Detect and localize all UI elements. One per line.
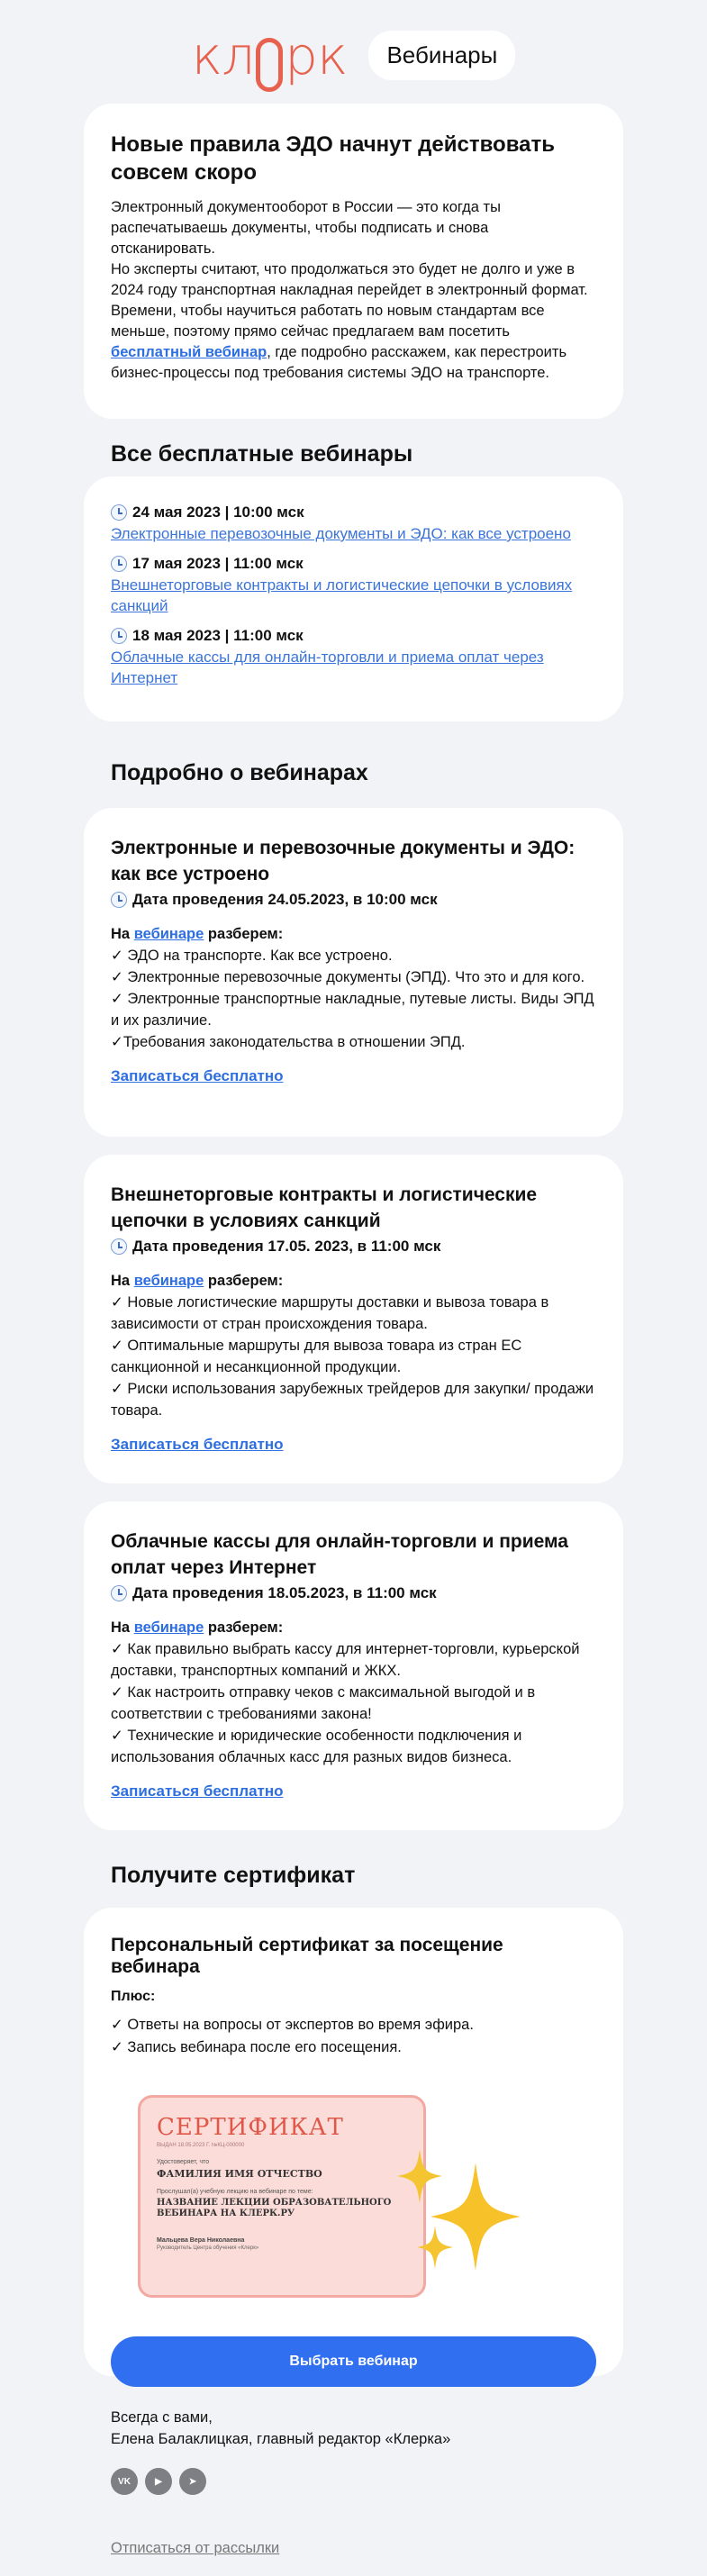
point: ✓ Как правильно выбрать кассу для интернет-торговли, курьерской доставки, транспортных компаний и ЖКХ.	[111, 1641, 580, 1679]
certificate-points	[111, 2014, 596, 2059]
webinar-points	[111, 1270, 596, 1421]
clock-icon	[111, 1585, 127, 1601]
webinar-link[interactable]: Облачные кассы для онлайн-торговли и приема оплат через Интернет	[111, 649, 544, 686]
clock-icon	[111, 1238, 127, 1255]
free-webinar-link[interactable]: бесплатный вебинар	[111, 344, 267, 360]
signup-link[interactable]: Записаться бесплатно	[111, 1782, 284, 1800]
youtube-icon[interactable]: ▶	[145, 2468, 172, 2495]
intro-card	[84, 104, 623, 419]
header	[0, 0, 707, 104]
clock-icon	[111, 628, 127, 644]
webinar-when: 17 мая 2023 | 11:00 мск	[132, 555, 304, 572]
webinar-when: 24 мая 2023 | 10:00 мск	[132, 503, 304, 521]
telegram-icon[interactable]: ➤	[179, 2468, 206, 2495]
webinar-points	[111, 1617, 596, 1768]
lead-after: разберем:	[204, 926, 284, 942]
signature-line1: Всегда с вами,	[111, 2409, 213, 2426]
certificate-signer: Мальцева Вера Николаевна	[157, 2237, 245, 2244]
webinar-title: Облачные кассы для онлайн-торговли и приема оплат через Интернет	[111, 1531, 568, 1578]
webinar-card	[84, 1155, 623, 1483]
point: ✓ Технические и юридические особенности подключения и использования облачных касс для разных видов бизнеса.	[111, 1728, 522, 1765]
lead-after: разберем:	[204, 1619, 284, 1636]
intro-p1: Электронный документооборот в России — это когда ты распечатываешь документы, чтобы подписать и снова отсканировать.	[111, 199, 501, 257]
clock-icon	[111, 504, 127, 521]
point: ✓ ЭДО на транспорте. Как все устроено.	[111, 948, 393, 964]
webinar-title: Электронные и перевозочные документы и ЭДО: как все устроено	[111, 838, 576, 884]
point: ✓ Оптимальные маршруты для вывоза товара из стран ЕС санкционной и несанкционной продукции.	[111, 1338, 522, 1375]
signature	[111, 2407, 596, 2450]
certificate-heading: СЕРТИФИКАТ	[157, 2114, 344, 2141]
lead-before: На	[111, 926, 134, 942]
certificate-title: Персональный сертификат за посещение вебинара	[111, 1935, 503, 1977]
clock-icon	[111, 892, 127, 908]
webinar-when: 18 мая 2023 | 11:00 мск	[132, 627, 304, 644]
webinar-link[interactable]: Электронные перевозочные документы и ЭДО: как все устроено	[111, 525, 571, 542]
certificate-signer-role: Руководитель Центра обучения «Клерк»	[157, 2245, 259, 2251]
webinar-inline-link[interactable]: вебинаре	[133, 926, 204, 942]
list-item	[111, 625, 596, 688]
klerk-logo[interactable]	[192, 25, 348, 86]
lead-before: На	[111, 1273, 134, 1289]
point: ✓ Как настроить отправку чеков с максимальной выгодой и в соответствии с требованиями закона!	[111, 1684, 536, 1722]
vk-icon[interactable]: VK	[111, 2468, 138, 2495]
all-webinars-title: Все бесплатные вебинары	[111, 441, 413, 467]
point: ✓ Электронные транспортные накладные, путевые листы. Виды ЭПД и их различие.	[111, 991, 594, 1029]
certificate-section-title: Получите сертификат	[111, 1863, 356, 1888]
point: ✓ Новые логистические маршруты доставки и вывоза товара в зависимости от стран происхождения товара.	[111, 1294, 549, 1332]
intro-p2: Но эксперты считают, что продолжаться это будет не долго и уже в 2024 году транспортная накладная перейдет в электронный формат. Времени, чтобы научиться работать по новым стандартам все меньше, поэтому прямо сейчас предлагаем вам посетить	[111, 261, 588, 340]
signup-link[interactable]: Записаться бесплатно	[111, 1067, 284, 1084]
webinar-date: Дата проведения 24.05.2023, в 10:00 мск	[132, 891, 438, 908]
webinar-title: Внешнеторговые контракты и логистические цепочки в условиях санкций	[111, 1184, 538, 1231]
certificate-card	[84, 1908, 623, 2376]
webinar-date: Дата проведения 17.05. 2023, в 11:00 мск	[132, 1238, 441, 1255]
intro-paragraph	[111, 197, 596, 384]
unsubscribe-link[interactable]: Отписаться от рассылки	[111, 2540, 280, 2556]
webinar-inline-link[interactable]: вебинаре	[133, 1273, 204, 1289]
point: ✓ Запись вебинара после его посещения.	[111, 2039, 402, 2055]
point: ✓ Риски использования зарубежных трейдеров для закупки/ продажи товара.	[111, 1381, 594, 1419]
certificate-issued: ВЫДАН 18.05.2023 Г. №КЦ-000000	[157, 2143, 245, 2148]
intro-p3: , где подробно расскажем, как перестроить бизнес-процессы под требования системы ЭДО на транспорте.	[111, 344, 567, 381]
paperclip-icon	[256, 38, 283, 92]
webinar-card	[84, 1501, 623, 1830]
all-webinars-card	[84, 476, 623, 721]
list-item	[111, 553, 596, 616]
certificate-attended: Прослушал(а) учебную лекцию на вебинаре по теме:	[157, 2189, 313, 2195]
lead-after: разберем:	[204, 1273, 284, 1289]
webinar-link[interactable]: Внешнеторговые контракты и логистические цепочки в условиях санкций	[111, 576, 573, 614]
webinars-pill[interactable]: Вебинары	[368, 31, 515, 80]
webinar-card	[84, 808, 623, 1137]
signup-link[interactable]: Записаться бесплатно	[111, 1436, 284, 1453]
certificate-lecture: НАЗВАНИЕ ЛЕКЦИИ ОБРАЗОВАТЕЛЬНОГО ВЕБИНАРА НА КЛЕРК.РУ	[157, 2198, 392, 2218]
certificate-image	[111, 2077, 596, 2320]
intro-title: Новые правила ЭДО начнут действовать совсем скоро	[111, 132, 556, 185]
webinar-inline-link[interactable]: вебинаре	[133, 1619, 204, 1636]
choose-webinar-button[interactable]: Выбрать вебинар	[111, 2336, 596, 2387]
certificate-paper	[138, 2095, 426, 2298]
logo-text-left: кл	[191, 24, 255, 86]
sparkle-icon	[417, 2226, 453, 2269]
plus-label: Плюс:	[111, 1989, 156, 2004]
signature-line2: Елена Балаклицкая, главный редактор «Клерка»	[111, 2431, 451, 2447]
webinar-points	[111, 923, 596, 1053]
certificate-confirms: Удостоверяет, что	[157, 2159, 210, 2165]
point: ✓ Электронные перевозочные документы (ЭПД). Что это и для кого.	[111, 969, 585, 985]
details-title: Подробно о вебинарах	[111, 760, 368, 785]
certificate-name: ФАМИЛИЯ ИМЯ ОТЧЕСТВО	[157, 2168, 322, 2180]
point: ✓ Ответы на вопросы от экспертов во время эфира.	[111, 2017, 474, 2033]
logo-text-right: рк	[285, 24, 348, 86]
social-links	[111, 2468, 707, 2495]
webinar-date: Дата проведения 18.05.2023, в 11:00 мск	[132, 1584, 437, 1601]
list-item	[111, 502, 596, 544]
lead-before: На	[111, 1619, 134, 1636]
clock-icon	[111, 556, 127, 572]
point: ✓Требования законодательства в отношении ЭПД.	[111, 1034, 466, 1050]
